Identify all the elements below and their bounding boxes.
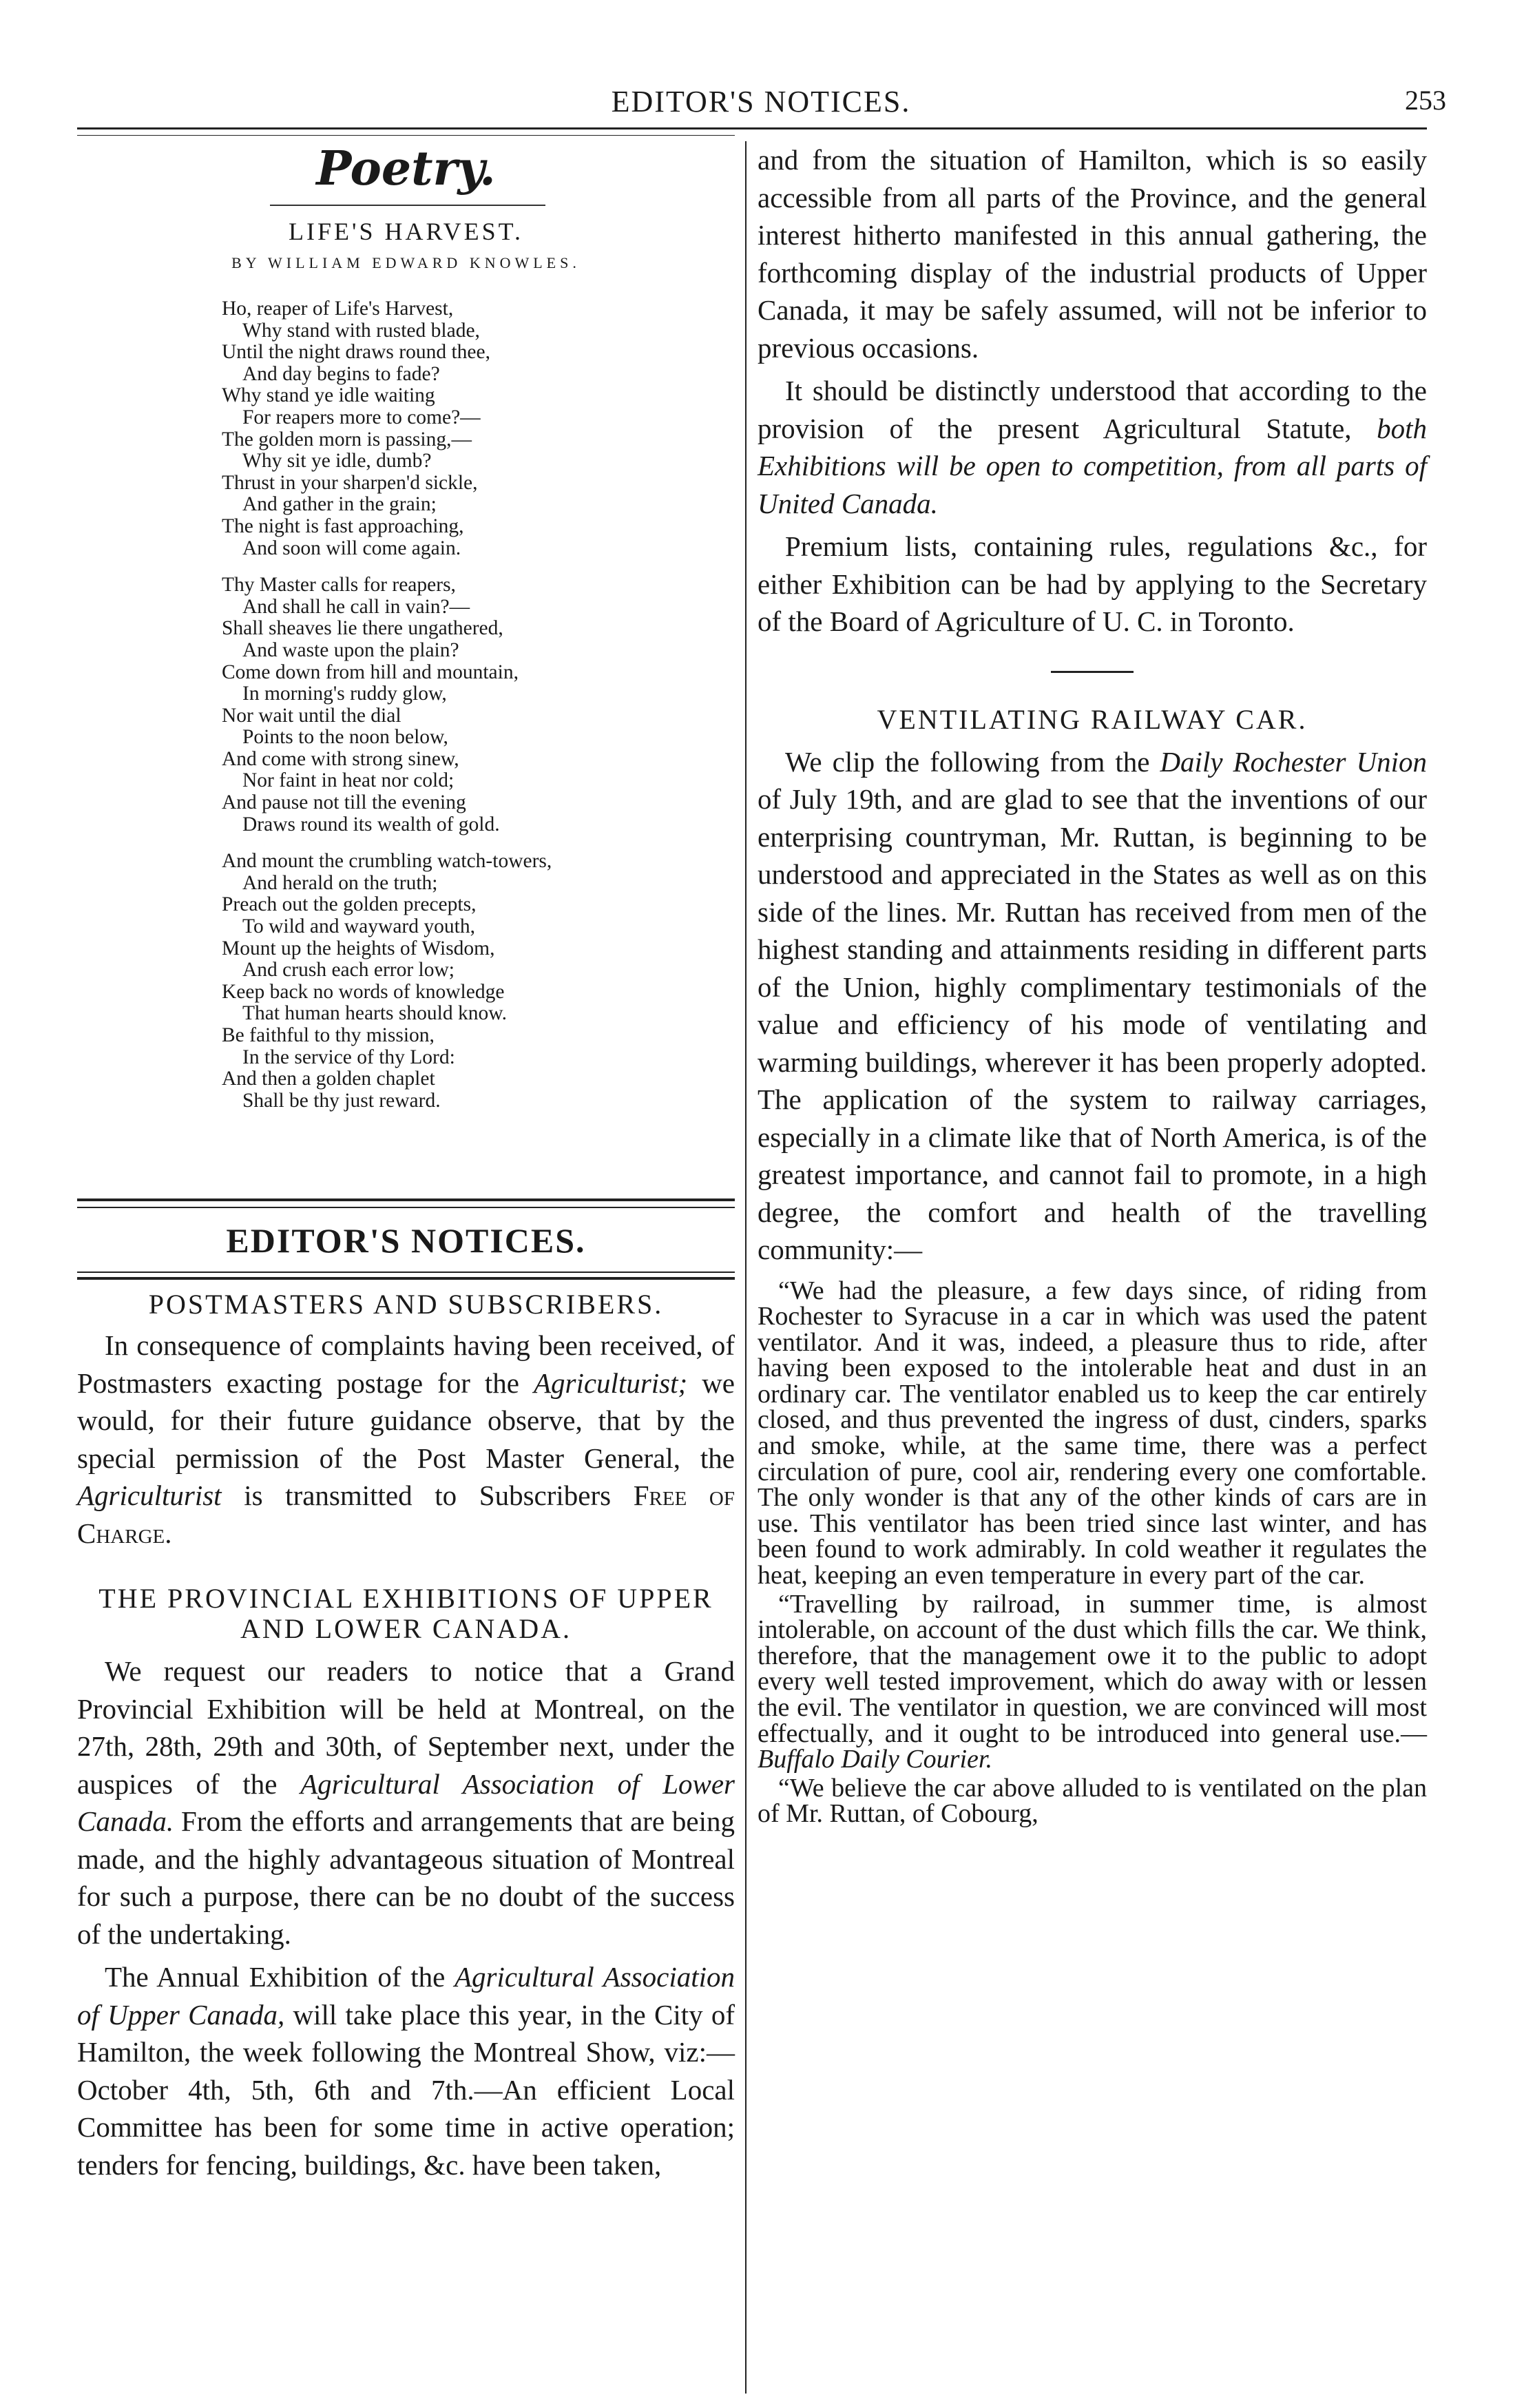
poem-line: And herald on the truth;	[242, 871, 438, 894]
left-column-notices	[77, 1289, 735, 2183]
poem-line: Thrust in your sharpen'd sickle,	[222, 471, 478, 494]
poem-line: Nor faint in heat nor cold;	[242, 769, 455, 792]
poem-line: And soon will come again.	[242, 537, 461, 559]
ventilating-title: VENTILATING RAILWAY CAR.	[877, 703, 1308, 735]
section-separator	[1051, 671, 1134, 673]
poem-line: In morning's ruddy glow,	[242, 683, 447, 705]
ventilating-quote-2	[758, 1589, 1427, 1774]
header-rule-thin	[77, 135, 735, 136]
text-run: We clip the following from the	[785, 745, 1160, 778]
poem-line: The golden morn is passing,—	[222, 428, 472, 450]
poem-line: And waste upon the plain?	[242, 639, 459, 661]
poem-line: Shall sheaves lie there ungathered,	[222, 617, 503, 640]
poem-line: And shall he call in vain?—	[242, 595, 470, 618]
poem-line: Until the night draws round thee,	[222, 341, 490, 364]
poem-line: And then a golden chaplet	[222, 1068, 435, 1090]
poem-line: And pause not till the evening	[222, 791, 466, 814]
poem-line: Come down from hill and mountain,	[222, 661, 519, 683]
running-header	[76, 77, 1446, 125]
exhibitions-title: THE PROVINCIAL EXHIBITIONS OF UPPER AND LOWER CANADA.	[98, 1583, 713, 1644]
poem-line: In the service of thy Lord:	[242, 1046, 455, 1068]
right-column	[758, 141, 1427, 1827]
text-run: It should be distinctly understood that according to the provision of the present Agricultural Statute,	[758, 375, 1427, 444]
exhibitions-paragraph-2	[77, 1958, 735, 2183]
poetry-heading-rule	[270, 205, 545, 206]
poem-line: And gather in the grain;	[242, 493, 437, 516]
poem-stanza	[77, 851, 735, 1112]
running-title: EDITOR'S NOTICES.	[611, 85, 911, 118]
text-run: We request our readers to notice that a Grand Provincial Exhibition will be held at Montreal, on the 27th, 28th, 29th and 30th, of September next, under the auspices of the	[77, 1655, 735, 1800]
poem-line: Mount up the heights of Wisdom,	[222, 937, 495, 959]
italic-run: Agricultural Association of Upper Canada,	[77, 1961, 735, 2031]
poem-line: Shall be thy just reward.	[242, 1089, 441, 1112]
notices-rule-bottom	[77, 1272, 735, 1273]
poem-line: Nor wait until the dial	[222, 704, 401, 727]
poem-line: Why sit ye idle, dumb?	[242, 450, 432, 473]
exhibitions-paragraph-1	[77, 1652, 735, 1953]
poem-line: Points to the noon below,	[242, 726, 448, 749]
poem-line: And day begins to fade?	[242, 362, 440, 385]
text-run: In consequence of complaints having been received, of Postmasters exacting postage for the	[77, 1329, 735, 1399]
notices-rule-bottom-2	[77, 1277, 735, 1280]
header-rule	[77, 127, 1427, 129]
smallcaps-run: Free of Charge.	[77, 1480, 735, 1549]
exhibitions-paragraph-3	[758, 372, 1427, 522]
notices-heading: EDITOR'S NOTICES.	[226, 1221, 586, 1260]
poem-line: Why stand ye idle waiting	[222, 384, 435, 407]
italic-run: Agriculturist	[77, 1480, 222, 1511]
text-run: “Travelling by railroad, in summer time, is almost intolerable, on account of the dust which fills the car. We think, therefore, that the management owe it to the public to adopt every well tested improvement, which do away with or lessen the evil. The ventilator in question, we are convinced will most effectually, and it ought to be introduced into general use.—	[758, 1589, 1427, 1748]
left-column	[77, 141, 735, 1127]
notices-rule-top-2	[77, 1207, 735, 1208]
poetry-section-heading: Poetry.	[316, 141, 496, 196]
exhibitions-paragraph-4: Premium lists, containing rules, regulations &c., for either Exhibition can be had by applying to the Secretary of the Board of Agriculture of U. C. in Toronto.	[758, 530, 1427, 637]
ventilating-quote-1: “We had the pleasure, a few days since, of riding from Rochester to Syracuse in a car in which was used the patent ventilator. And it was, indeed, a pleasure thus to ride, after having been exposed to the intolerable heat and dust in an ordinary car. The ventilator enabled us to keep the car entirely closed, and thus prevented the ingress of dust, cinders, sparks and smoke, while, at the same time, there was a perfect circulation of pure, cool air, rendering every one comfortable. The only wonder is that any of the other kinds of cars are in use. This ventilator has been tried since last winter, and has been found to work admirably. In cold weather it regulates the heat, keeping an even temperature in every part of the car.	[758, 1276, 1427, 1590]
text-run: From the efforts and arrangements that are being made, and the highly advantageous situation of Montreal for such a purpose, there can be no doubt of the success of the undertaking.	[77, 1805, 735, 1950]
poem-line: Why stand with rusted blade,	[242, 319, 480, 342]
italic-run: Agricultural Association of Lower Canada.	[77, 1767, 735, 1837]
page-number: 253	[1405, 85, 1446, 116]
poem-line: Draws round its wealth of gold.	[242, 813, 500, 835]
poem-line: And come with strong sinew,	[222, 747, 459, 770]
postmasters-paragraph	[77, 1327, 735, 1552]
italic-run: both Exhibitions will be open to competition, from all parts of United Canada.	[758, 412, 1427, 519]
poem-line: And mount the crumbling watch-towers,	[222, 850, 552, 873]
postmasters-title: POSTMASTERS AND SUBSCRIBERS.	[148, 1289, 664, 1320]
text-run: The Annual Exhibition of the	[105, 1961, 455, 1993]
poem-line: That human hearts should know.	[242, 1002, 507, 1025]
italic-run: Buffalo Daily Courier.	[758, 1745, 992, 1774]
text-run: we would, for their future guidance observe, that by the special permission of the Post Master General, the	[77, 1367, 735, 1474]
poem-line: Be faithful to thy mission,	[222, 1024, 435, 1046]
ventilating-paragraph-1	[758, 743, 1427, 1269]
poem-stanza	[77, 298, 735, 559]
poem-line: Thy Master calls for reapers,	[222, 574, 456, 596]
poem-title: LIFE'S HARVEST.	[289, 218, 523, 245]
column-divider	[745, 141, 747, 2394]
text-run: is transmitted to Subscribers	[221, 1480, 634, 1511]
poem-stanza	[77, 574, 735, 835]
poem-line: The night is fast approaching,	[222, 515, 464, 537]
poem-body	[77, 298, 735, 1112]
poem-line: And crush each error low;	[242, 959, 455, 982]
text-run: will take place this year, in the City of Hamilton, the week following the Montreal Show, viz:—October 4th, 5th, 6th and 7th.—An efficient Local Committee has been for some time in active operation; tenders for fencing, buildings, &c. have been taken,	[77, 1998, 735, 2181]
poem-line: Preach out the golden precepts,	[222, 893, 477, 916]
poem-byline: BY WILLIAM EDWARD KNOWLES.	[231, 254, 581, 271]
italic-run: Daily Rochester Union	[1160, 745, 1427, 778]
poem-line: To wild and wayward youth,	[242, 915, 475, 938]
ventilating-quote-3: “We believe the car above alluded to is ventilated on the plan of Mr. Ruttan, of Cobourg,	[758, 1773, 1427, 1829]
text-run: of July 19th, and are glad to see that the inventions of our enterprising countryman, Mr. Ruttan, is beginning to be understood and appreciated in the States as well as on this side of the lines. Mr. Ruttan has received from men of the highest standing and attainments residing in different parts of the Union, highly complimentary testimonials of the value and efficiency of his mode of ventilating and warming buildings, wherever it has been properly adopted. The application of the system to railway carriages, especially in a climate like that of North America, is of the greatest importance, and cannot fail to promote, in a high degree, the comfort and health of the travelling community:—	[758, 783, 1427, 1265]
poem-line: For reapers more to come?—	[242, 406, 481, 428]
poem-line: Ho, reaper of Life's Harvest,	[222, 298, 454, 320]
poem-line: Keep back no words of knowledge	[222, 980, 505, 1003]
notices-rule-top	[77, 1198, 735, 1201]
italic-run: Agriculturist;	[533, 1367, 688, 1399]
exhibitions-paragraph-2-continued: and from the situation of Hamilton, which is so easily accessible from all parts of the Province, and the general interest hitherto manifested in this annual gathering, the forthcoming display of the industrial products of Upper Canada, it may be safely assumed, will not be inferior to previous occasions.	[758, 144, 1427, 364]
